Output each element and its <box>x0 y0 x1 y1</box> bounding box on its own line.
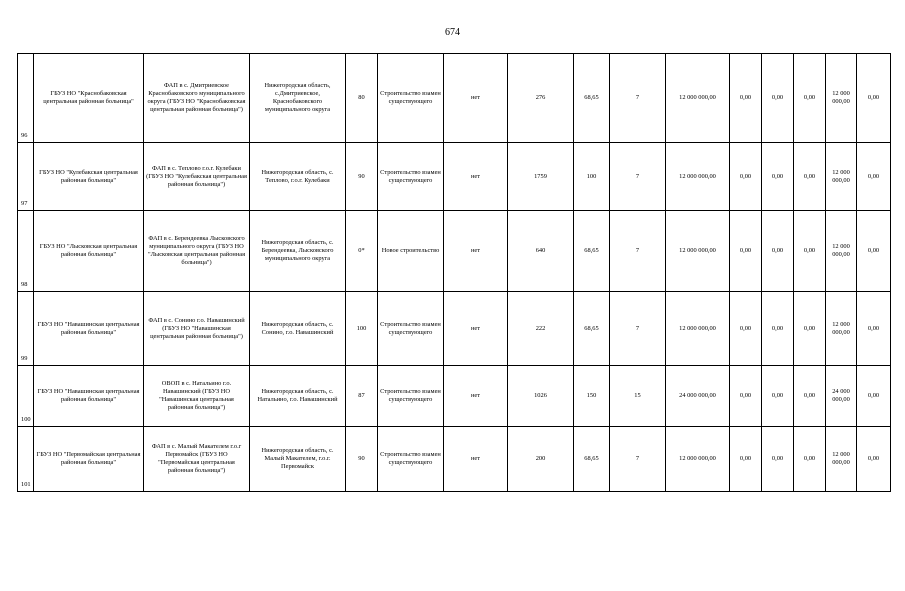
flag-cell: нет <box>444 427 508 492</box>
amount-cell: 0,00 <box>857 292 891 366</box>
work-type-cell: Строительство взамен существующего <box>378 54 444 143</box>
population-cell: 276 <box>508 54 574 143</box>
area-cell: 150 <box>574 366 610 427</box>
amount-cell: 0,00 <box>762 292 794 366</box>
area-cell: 68,65 <box>574 54 610 143</box>
amount-cell: 0,00 <box>857 143 891 211</box>
area-cell: 68,65 <box>574 211 610 292</box>
row-number: 101 <box>18 427 34 492</box>
area-cell: 68,65 <box>574 427 610 492</box>
amount-cell: 12 000 000,00 <box>826 211 857 292</box>
page-number: 674 <box>445 27 460 38</box>
row-number: 98 <box>18 211 34 292</box>
amount-cell: 0,00 <box>762 427 794 492</box>
organization-cell: ГБУЗ НО "Лысковская центральная районная больница" <box>34 211 144 292</box>
amount-cell: 0,00 <box>857 54 891 143</box>
amount-cell: 0,00 <box>762 54 794 143</box>
total-amount-cell: 12 000 000,00 <box>666 54 730 143</box>
organization-cell: ГБУЗ НО "Первомайская центральная районная больница" <box>34 427 144 492</box>
total-amount-cell: 24 000 000,00 <box>666 366 730 427</box>
total-amount-cell: 12 000 000,00 <box>666 211 730 292</box>
amount-cell: 0,00 <box>762 366 794 427</box>
table-row <box>18 427 891 492</box>
flag-cell: нет <box>444 143 508 211</box>
object-cell: ФАП в с. Берендеевка Лысковского муниципального округа (ГБУЗ НО "Лысковская центральная районная больница") <box>144 211 250 292</box>
population-cell: 640 <box>508 211 574 292</box>
capacity-cell: 7 <box>610 143 666 211</box>
row-number: 96 <box>18 54 34 143</box>
work-type-cell: Строительство взамен существующего <box>378 366 444 427</box>
table-row <box>18 54 891 143</box>
row-number: 100 <box>18 366 34 427</box>
amount-cell: 0,00 <box>857 366 891 427</box>
amount-cell: 24 000 000,00 <box>826 366 857 427</box>
organization-cell: ГБУЗ НО "Навашинская центральная районная больница" <box>34 366 144 427</box>
flag-cell: нет <box>444 292 508 366</box>
population-cell: 1026 <box>508 366 574 427</box>
organization-cell: ГБУЗ НО "Кулебакская центральная районная больница" <box>34 143 144 211</box>
amount-cell: 0,00 <box>794 211 826 292</box>
amount-cell: 0,00 <box>794 292 826 366</box>
amount-cell: 0,00 <box>730 211 762 292</box>
population-cell: 222 <box>508 292 574 366</box>
amount-cell: 0,00 <box>730 143 762 211</box>
wear-cell: 0* <box>346 211 378 292</box>
address-cell: Нижегородская область, с. Теплово, г.о.г. Кулебаки <box>250 143 346 211</box>
table-row <box>18 211 891 292</box>
work-type-cell: Строительство взамен существующего <box>378 143 444 211</box>
amount-cell: 0,00 <box>762 143 794 211</box>
amount-cell: 0,00 <box>857 211 891 292</box>
table-row <box>18 143 891 211</box>
address-cell: Нижегородская область, с. Берендеевка, Лысковского муниципального округа <box>250 211 346 292</box>
address-cell: Нижегородская область, с. Малый Макателем, г.о.г. Первомайск <box>250 427 346 492</box>
population-cell: 1759 <box>508 143 574 211</box>
capacity-cell: 7 <box>610 292 666 366</box>
wear-cell: 90 <box>346 427 378 492</box>
amount-cell: 0,00 <box>730 427 762 492</box>
work-type-cell: Строительство взамен существующего <box>378 292 444 366</box>
wear-cell: 100 <box>346 292 378 366</box>
amount-cell: 0,00 <box>794 54 826 143</box>
capacity-cell: 7 <box>610 427 666 492</box>
amount-cell: 12 000 000,00 <box>826 54 857 143</box>
capacity-cell: 15 <box>610 366 666 427</box>
amount-cell: 0,00 <box>857 427 891 492</box>
capacity-cell: 7 <box>610 54 666 143</box>
flag-cell: нет <box>444 54 508 143</box>
table-row <box>18 366 891 427</box>
flag-cell: нет <box>444 366 508 427</box>
total-amount-cell: 12 000 000,00 <box>666 427 730 492</box>
population-cell: 200 <box>508 427 574 492</box>
object-cell: ФАП в с. Малый Макателем г.о.г Первомайск (ГБУЗ НО "Первомайская центральная районная больница") <box>144 427 250 492</box>
table-row <box>18 292 891 366</box>
amount-cell: 0,00 <box>794 143 826 211</box>
organization-cell: ГБУЗ НО "Навашинская центральная районная больница" <box>34 292 144 366</box>
flag-cell: нет <box>444 211 508 292</box>
address-cell: Нижегородская область, с.Дмитриевское, Краснобаковского муниципального округа <box>250 54 346 143</box>
work-type-cell: Строительство взамен существующего <box>378 427 444 492</box>
object-cell: ФАП в с. Сонино г.о. Навашинский (ГБУЗ НО "Навашинская центральная районная больница") <box>144 292 250 366</box>
amount-cell: 0,00 <box>730 292 762 366</box>
address-cell: Нижегородская область, с. Сонино, г.о. Навашинский <box>250 292 346 366</box>
object-cell: ОВОП в с. Натальино г.о. Навашинский (ГБУЗ НО "Навашинская центральная районная больница") <box>144 366 250 427</box>
address-cell: Нижегородская область, с. Натальино, г.о. Навашинский <box>250 366 346 427</box>
capacity-cell: 7 <box>610 211 666 292</box>
object-cell: ФАП в с. Теплово г.о.г. Кулебаки (ГБУЗ НО "Кулебакская центральная районная больница") <box>144 143 250 211</box>
amount-cell: 0,00 <box>730 54 762 143</box>
total-amount-cell: 12 000 000,00 <box>666 143 730 211</box>
amount-cell: 0,00 <box>794 427 826 492</box>
amount-cell: 12 000 000,00 <box>826 427 857 492</box>
amount-cell: 0,00 <box>730 366 762 427</box>
object-cell: ФАП в с. Дмитриевское Краснобаковского муниципального округа (ГБУЗ НО "Краснобаковская центральная районная больница") <box>144 54 250 143</box>
row-number: 99 <box>18 292 34 366</box>
total-amount-cell: 12 000 000,00 <box>666 292 730 366</box>
wear-cell: 90 <box>346 143 378 211</box>
wear-cell: 87 <box>346 366 378 427</box>
organization-cell: ГБУЗ НО "Краснобаковская центральная районная больница" <box>34 54 144 143</box>
wear-cell: 80 <box>346 54 378 143</box>
amount-cell: 0,00 <box>762 211 794 292</box>
row-number: 97 <box>18 143 34 211</box>
amount-cell: 12 000 000,00 <box>826 292 857 366</box>
amount-cell: 12 000 000,00 <box>826 143 857 211</box>
amount-cell: 0,00 <box>794 366 826 427</box>
facilities-table <box>17 53 891 492</box>
work-type-cell: Новое строительство <box>378 211 444 292</box>
area-cell: 68,65 <box>574 292 610 366</box>
area-cell: 100 <box>574 143 610 211</box>
